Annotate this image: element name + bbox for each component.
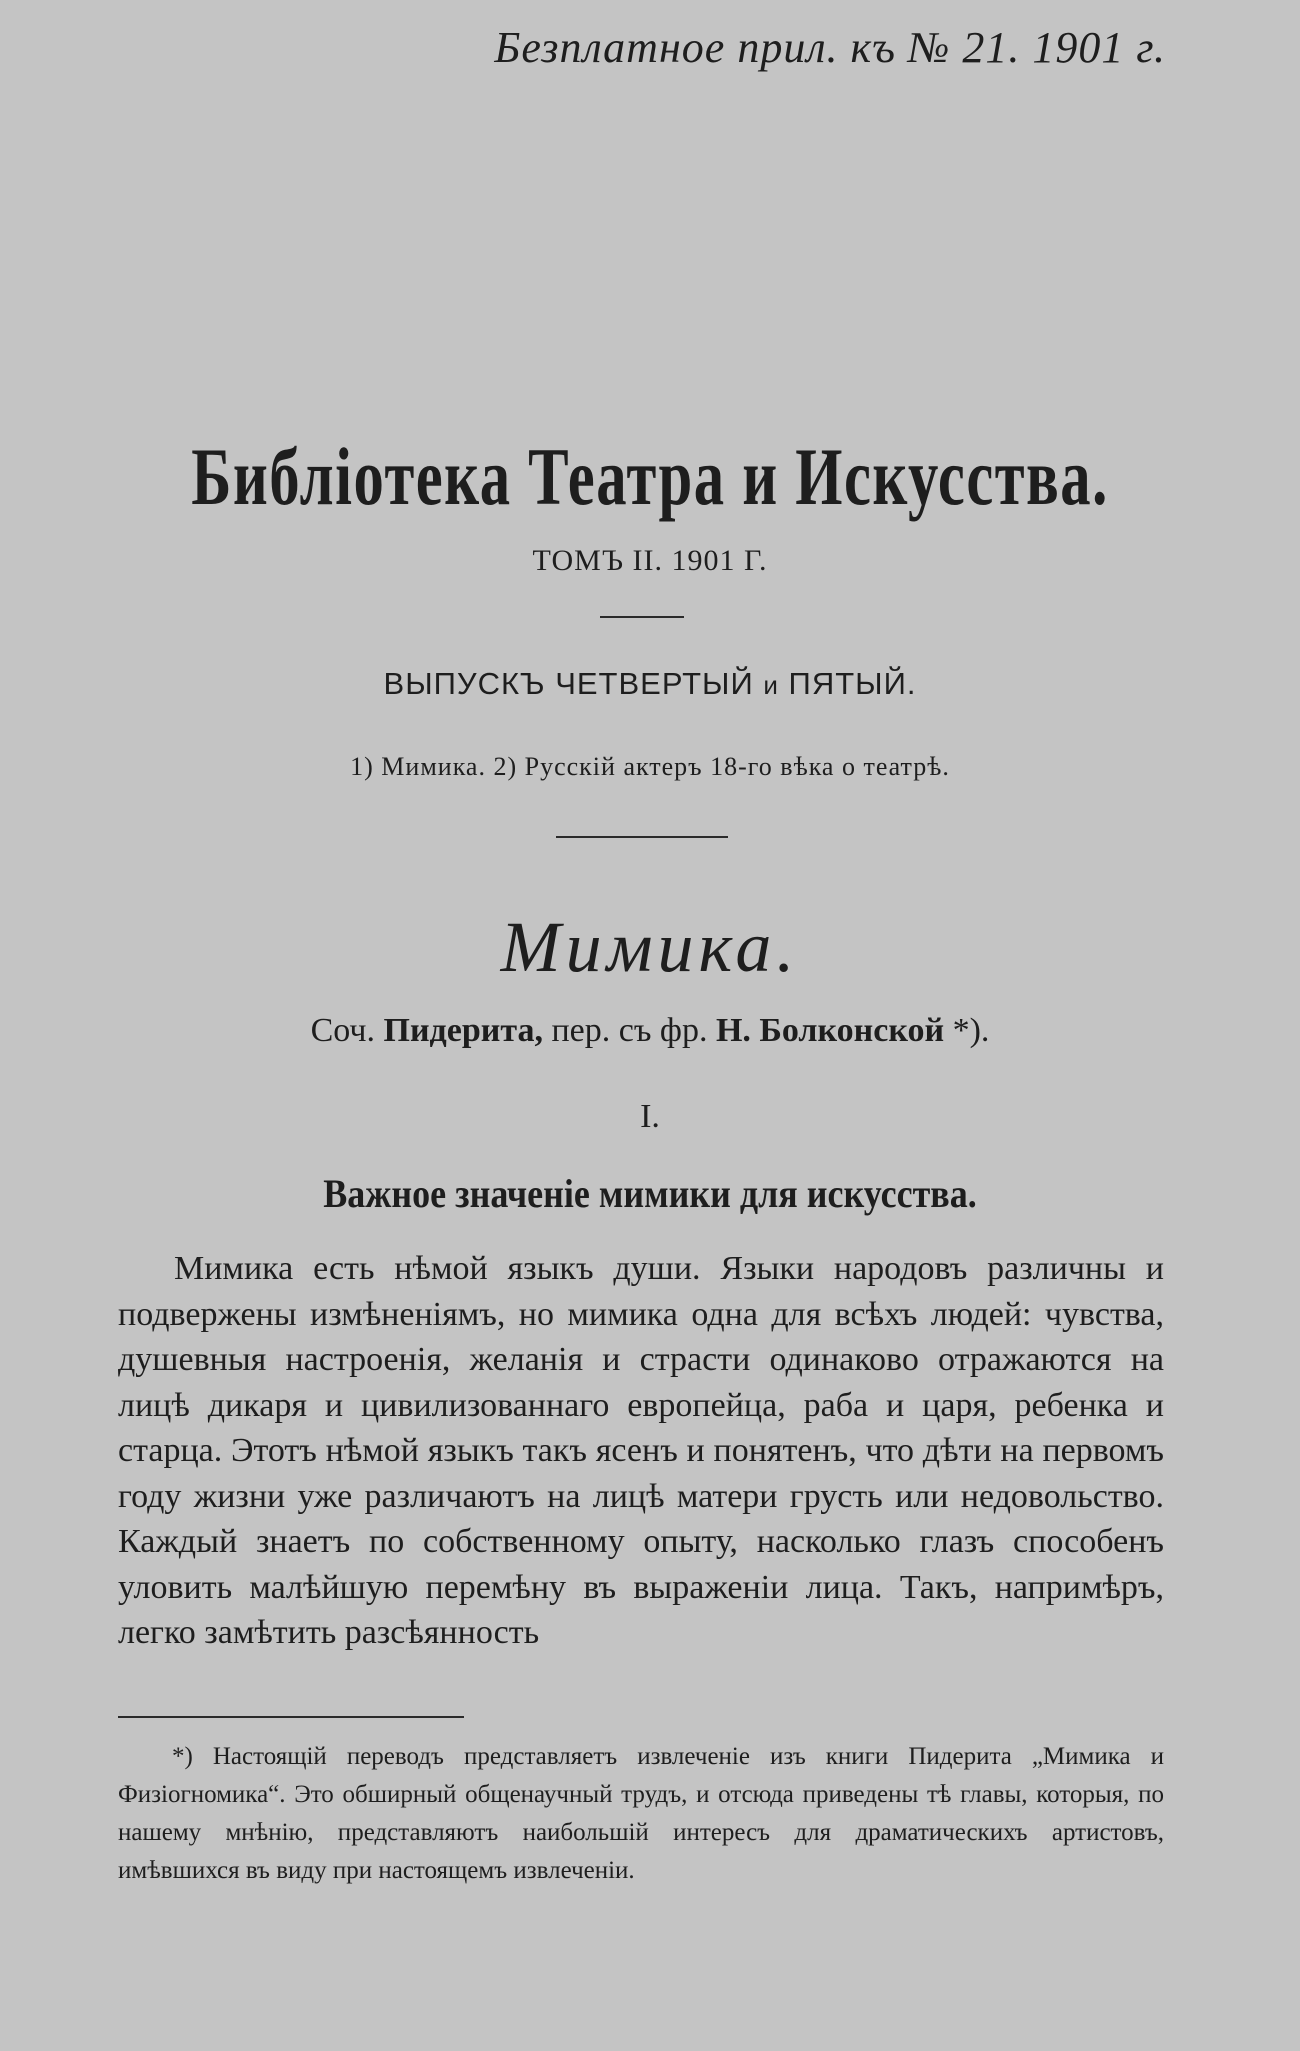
section-number: I. — [640, 1098, 660, 1135]
contents-line: 1) Мимика. 2) Русскій актеръ 18-го вѣка о театрѣ. — [350, 752, 950, 781]
article-byline — [0, 1012, 1300, 1050]
footnote-text: *) Настоящій переводъ представляетъ извлеченіе изъ книги Пидерита „Мимика и Физіогномика“. Это обширный общенаучный трудъ, и отсюда приведены тѣ главы, которыя, по нашему мнѣнію, представляютъ наибольшій интересъ для драматическихъ артистовъ, имѣвшихся въ виду при настоящемъ извлеченіи. — [118, 1743, 1164, 1884]
supplement-note: Безплатное прил. къ № 21. 1901 г. — [494, 23, 1166, 72]
author-name: Пидерита, — [383, 1012, 543, 1049]
issue-tail: ПЯТЫЙ. — [778, 666, 917, 701]
footnote-divider — [118, 1716, 464, 1718]
translator-prefix: пер. съ фр. — [542, 1012, 716, 1049]
body-text: Мимика есть нѣмой языкъ души. Языки народовъ различны и подвержены измѣненіямъ, но мимика одна для всѣхъ людей: чувства, душевныя настроенія, желанія и страсти одинаково отражаются на лицѣ дикаря и цивилизованнаго европейца, раба и царя, ребенка и старца. Этотъ нѣмой языкъ такъ ясенъ и понятенъ, что дѣти на первомъ году жизни уже различаютъ на лицѣ матери грусть или недовольство. Каждый знаетъ по собственному опыту, насколько глазъ способенъ уловить малѣйшую перемѣну въ выраженіи лица. Такъ, напримѣръ, легко замѣтить разсѣянность — [118, 1250, 1164, 1651]
body-paragraph — [118, 1246, 1164, 1656]
divider-long — [556, 836, 728, 838]
footnote — [118, 1738, 1164, 1890]
section-title: Важное значеніе мимики для искусства. — [323, 1171, 977, 1216]
article-title: Мимика. — [500, 907, 800, 987]
byline-prefix: Соч. — [310, 1012, 384, 1049]
issue-and: и — [763, 670, 779, 700]
translator-name: Н. Болконской — [715, 1012, 945, 1049]
divider-short — [600, 616, 684, 618]
publication-title: Библіотека Театра и Искусства. — [191, 431, 1109, 522]
issue-main: ВЫПУСКЪ ЧЕТВЕРТЫЙ — [383, 666, 764, 701]
footnote-marker: *). — [944, 1012, 990, 1049]
volume-line: ТОМЪ II. 1901 Г. — [532, 544, 768, 577]
issue-line — [0, 666, 1300, 702]
